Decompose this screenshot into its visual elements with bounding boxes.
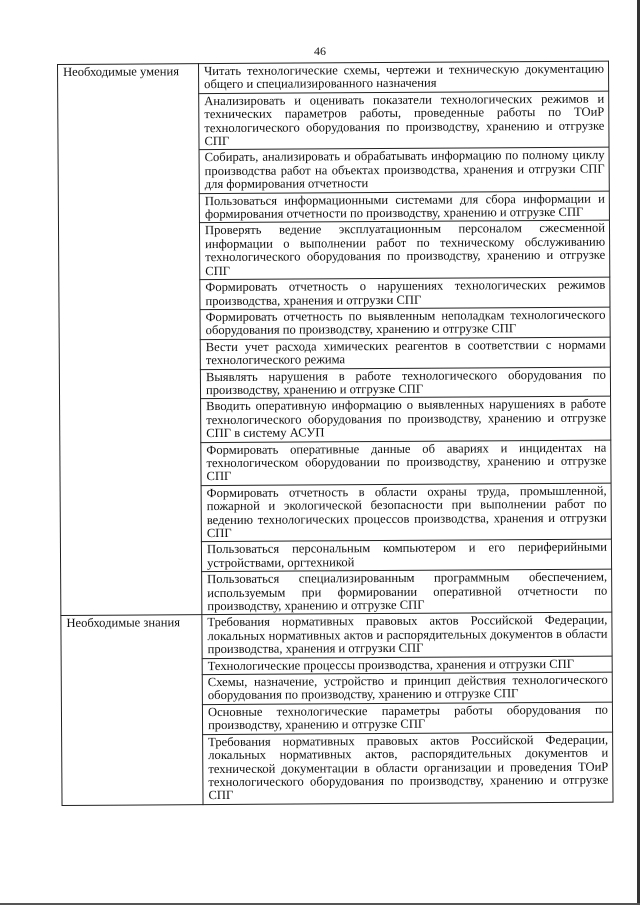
requirement-item: Основные технологические параметры работы оборудования по производству, хранению и отгрузке СПГ bbox=[202, 702, 612, 734]
requirement-item: Технологические процессы производства, хранения и отгрузки СПГ bbox=[202, 656, 612, 675]
page-number: 46 bbox=[314, 44, 326, 58]
requirement-item: Требования нормативных правовых актов Российской Федерации, локальных нормативных актов и распорядительных документов в области производства, хранения и отгрузки СПГ bbox=[202, 613, 612, 659]
requirement-item: Вводить оперативную информацию о выявленных нарушениях в работе технологического оборудования по производству, хранению и отгрузке СПГ в систему АСУП bbox=[201, 396, 611, 442]
section-label: Необходимые знания bbox=[61, 615, 203, 805]
requirements-table bbox=[57, 61, 614, 806]
requirement-item: Собирать, анализировать и обрабатывать информацию по полному циклу производства работ на объектах производства, хранения и отгрузки СПГ для формирования отчетности bbox=[199, 148, 609, 194]
table-row bbox=[58, 61, 609, 94]
table-body bbox=[58, 61, 614, 805]
requirement-item: Выявлять нарушения в работе технологического оборудования по производству, хранению и отгрузке СПГ bbox=[200, 367, 610, 399]
requirement-item: Проверять ведение эксплуатационным персоналом сжесменной информации о выполнении работ по техническому обслуживанию технологического оборудования по производству, хранению и отгрузке СПГ bbox=[199, 221, 609, 280]
requirement-item: Пользоваться специализированным программным обеспечением, используемым при формировании оперативной отчетности по производству, хранению и отгрузке СПГ bbox=[202, 569, 612, 615]
requirement-item: Читать технологические схемы, чертежи и техническую документацию общего и специализированного назначения bbox=[199, 61, 609, 93]
requirement-item: Схемы, назначение, устройство и принцип действия технологического оборудования по производству, хранению и отгрузке СПГ bbox=[202, 672, 612, 704]
requirement-item: Пользоваться информационными системами для сбора информации и формирования отчетности по производству, хранению и отгрузке СПГ bbox=[199, 191, 609, 223]
table-row bbox=[61, 613, 612, 660]
requirement-item: Требования нормативных правовых актов Российской Федерации, локальных нормативных актов, распорядительных документов и технической документации в области организации и проведения ТОиР технологического оборудования по производству, хранению и отгрузке СПГ bbox=[203, 732, 613, 805]
requirement-item: Вести учет расхода химических реагентов в соответствии с нормами технологического режима bbox=[200, 337, 610, 369]
section-label: Необходимые умения bbox=[58, 64, 202, 616]
requirement-item: Пользоваться персональным компьютером и его периферийными устройствами, оргтехникой bbox=[201, 540, 611, 572]
requirement-item: Анализировать и оценивать показатели технологических режимов и технических параметров работы, проведенные работы по ТОиР технологического оборудования по производству, хранению и отгрузке СПГ bbox=[199, 91, 609, 150]
requirement-item: Формировать оперативные данные об авариях и инцидентах на технологическом оборудовании по производству, хранению и отгрузке СПГ bbox=[201, 440, 611, 486]
requirement-item: Формировать отчетность в области охраны труда, промышленной, пожарной и экологической безопасности при выполнении работ по ведению технологических процессов производства, хранения и отгрузки СПГ bbox=[201, 483, 611, 542]
requirement-item: Формировать отчетность по выявленным неполадкам технологического оборудования по производству, хранению и отгрузке СПГ bbox=[200, 307, 610, 339]
requirement-item: Формировать отчетность о нарушениях технологических режимов производства, хранения и отгрузки СПГ bbox=[200, 277, 610, 309]
